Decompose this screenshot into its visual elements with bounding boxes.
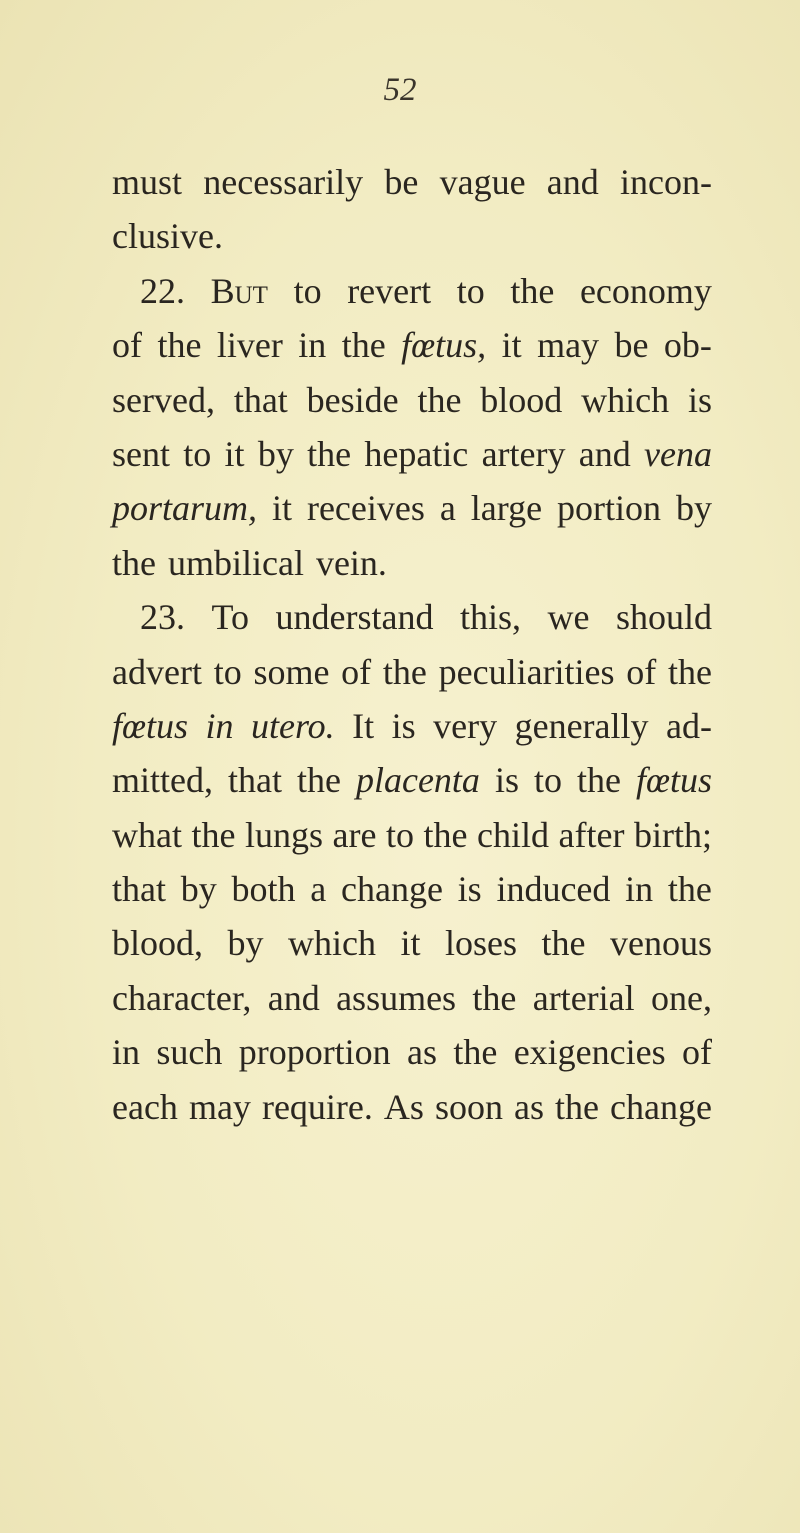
word: a xyxy=(439,488,456,529)
word: which xyxy=(581,379,670,420)
word: is xyxy=(457,869,482,910)
word: portarum, xyxy=(112,488,258,529)
word: is xyxy=(391,705,416,746)
word: may xyxy=(188,1086,251,1127)
text-line xyxy=(112,971,712,1025)
word: the xyxy=(307,433,352,474)
word: we xyxy=(547,597,590,638)
word: that xyxy=(233,379,288,420)
word: served, xyxy=(112,379,215,420)
text-line xyxy=(112,916,712,970)
word: vena xyxy=(644,433,712,474)
word: hepatic xyxy=(364,433,469,474)
word: placenta xyxy=(355,760,480,801)
text-line xyxy=(112,590,712,644)
text-line xyxy=(112,536,712,590)
word: and xyxy=(267,977,320,1018)
word: of xyxy=(112,325,142,366)
word: character, xyxy=(112,977,252,1018)
word: ad- xyxy=(666,705,712,746)
word: artery xyxy=(481,433,566,474)
word: 22. xyxy=(140,270,185,311)
word: that xyxy=(112,869,166,910)
word: both xyxy=(231,869,296,910)
text-line xyxy=(112,1080,712,1134)
word: by xyxy=(257,433,294,474)
word: peculiarities xyxy=(438,651,615,692)
word: require. xyxy=(261,1086,373,1127)
word: exigencies xyxy=(513,1032,666,1073)
word: large xyxy=(470,488,543,529)
word: the xyxy=(510,270,555,311)
word: to xyxy=(386,814,415,855)
word: some xyxy=(253,651,330,692)
word: It xyxy=(352,705,375,746)
word: one, xyxy=(650,977,712,1018)
word: blood, xyxy=(112,923,204,964)
word: liver xyxy=(216,325,283,366)
word: is xyxy=(494,760,519,801)
word: the xyxy=(341,325,386,366)
word: each xyxy=(112,1086,178,1127)
word: the xyxy=(191,814,236,855)
word: umbilical xyxy=(167,542,304,583)
word: what xyxy=(112,814,182,855)
word: which xyxy=(288,923,376,964)
word: very xyxy=(433,705,498,746)
word: lungs xyxy=(245,814,324,855)
word: arterial xyxy=(532,977,635,1018)
word: fœtus, xyxy=(401,325,487,366)
word: and xyxy=(546,162,599,202)
word: to xyxy=(293,270,322,311)
word: it xyxy=(400,923,421,964)
word: As xyxy=(383,1086,424,1127)
word: venous xyxy=(610,923,712,964)
text-line xyxy=(112,753,712,807)
word: mitted, xyxy=(112,760,213,801)
word: should xyxy=(615,597,712,638)
word: the xyxy=(668,651,712,692)
word: such xyxy=(156,1032,223,1073)
word: the xyxy=(453,1032,498,1073)
text-line xyxy=(112,318,712,372)
word: of xyxy=(626,651,657,692)
word: child xyxy=(477,814,550,855)
word: blood xyxy=(480,379,563,420)
word: the xyxy=(541,923,586,964)
word: ob- xyxy=(663,325,712,366)
word: beside xyxy=(306,379,399,420)
word: it xyxy=(501,325,522,366)
word: proportion xyxy=(238,1032,391,1073)
word: in xyxy=(112,1032,141,1073)
word: fœtus xyxy=(635,760,712,801)
word: the xyxy=(157,325,202,366)
text-line xyxy=(112,427,712,481)
word: as xyxy=(513,1086,544,1127)
word: after xyxy=(558,814,625,855)
word: revert xyxy=(347,270,432,311)
word: to xyxy=(183,433,212,474)
text-line xyxy=(112,1025,712,1079)
word: generally xyxy=(514,705,649,746)
word: vein. xyxy=(315,542,387,583)
word: change xyxy=(340,869,443,910)
word: But xyxy=(210,270,268,311)
word: the xyxy=(576,760,621,801)
word: To xyxy=(211,597,249,638)
word: utero. xyxy=(251,705,335,746)
word: economy xyxy=(579,270,712,311)
word: be xyxy=(614,325,649,366)
word: of xyxy=(341,651,372,692)
word: understand xyxy=(275,597,434,638)
word: portion xyxy=(557,488,662,529)
text-line xyxy=(112,808,712,862)
word: vague xyxy=(439,162,526,202)
word: and xyxy=(578,433,631,474)
word: incon- xyxy=(619,162,712,202)
word: clusive. xyxy=(112,216,223,257)
text-line xyxy=(112,373,712,427)
text-line xyxy=(112,264,712,318)
word: in xyxy=(625,869,654,910)
word: to xyxy=(213,651,242,692)
word: the xyxy=(382,651,427,692)
text-line xyxy=(112,645,712,699)
word: in xyxy=(298,325,327,366)
word: by xyxy=(675,488,712,529)
word: the xyxy=(472,977,517,1018)
word: the xyxy=(417,379,462,420)
word: loses xyxy=(445,923,518,964)
word: that xyxy=(228,760,282,801)
word: birth; xyxy=(633,814,712,855)
word: as xyxy=(407,1032,438,1073)
word: advert xyxy=(112,651,202,692)
body-text xyxy=(112,155,712,1134)
word: this, xyxy=(459,597,521,638)
text-line xyxy=(112,209,712,263)
text-line xyxy=(112,155,712,209)
word: induced xyxy=(496,869,611,910)
text-line xyxy=(112,699,712,753)
word: change xyxy=(609,1086,712,1127)
word: the xyxy=(554,1086,599,1127)
word: in xyxy=(205,705,234,746)
word: 23. xyxy=(140,597,185,638)
word: of xyxy=(681,1032,712,1073)
word: necessarily xyxy=(203,162,364,202)
word: by xyxy=(180,869,217,910)
word: soon xyxy=(434,1086,503,1127)
word: be xyxy=(384,162,419,202)
word: the xyxy=(296,760,341,801)
word: receives xyxy=(306,488,425,529)
word: it xyxy=(271,488,292,529)
word: a xyxy=(310,869,327,910)
word: it xyxy=(224,433,245,474)
word: are xyxy=(332,814,377,855)
word: assumes xyxy=(336,977,457,1018)
word: to xyxy=(456,270,485,311)
word: sent xyxy=(112,433,170,474)
word: may xyxy=(537,325,600,366)
word: the xyxy=(112,542,156,583)
word: to xyxy=(533,760,562,801)
word: by xyxy=(227,923,264,964)
word: fœtus xyxy=(112,705,189,746)
word: must xyxy=(112,162,183,202)
word: is xyxy=(687,379,712,420)
word: the xyxy=(423,814,468,855)
word: the xyxy=(667,869,712,910)
text-line xyxy=(112,862,712,916)
text-line xyxy=(112,481,712,535)
page-number: 52 xyxy=(383,72,417,108)
